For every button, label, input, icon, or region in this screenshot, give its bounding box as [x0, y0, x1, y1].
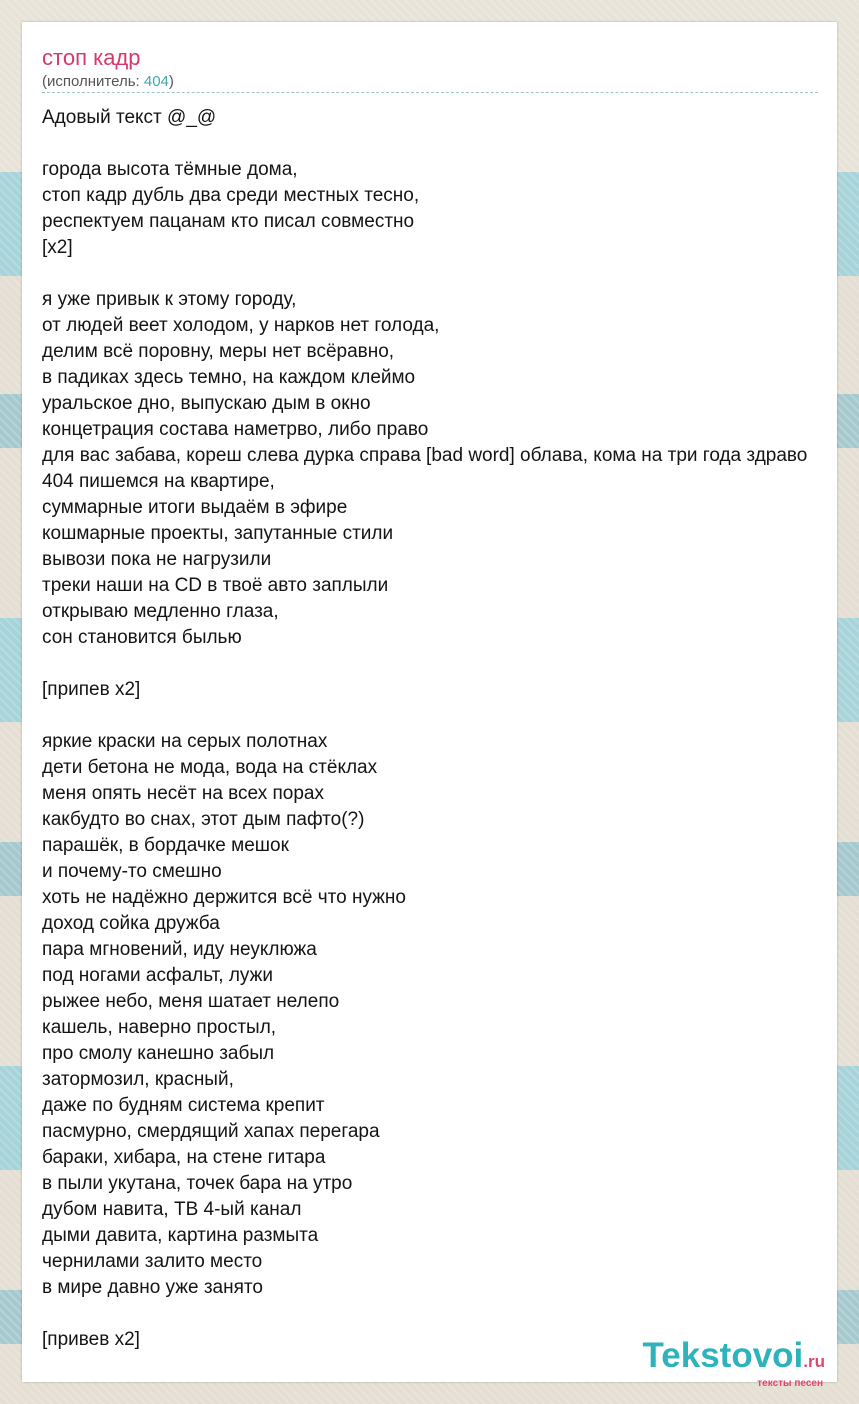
lyric-line: треки наши на CD в твоё авто заплыли: [42, 575, 389, 596]
lyric-line: под ногами асфальт, лужи: [42, 965, 273, 986]
lyric-line: открываю медленно глаза,: [42, 601, 279, 622]
lyric-line: дубом навита, ТВ 4-ый канал: [42, 1199, 302, 1220]
lyric-line: пасмурно, смердящий хапах перегара: [42, 1121, 380, 1142]
lyric-line: затормозил, красный,: [42, 1069, 234, 1090]
artist-link[interactable]: 404: [143, 73, 169, 90]
lyric-line: я уже привык к этому городу,: [42, 289, 297, 310]
lyric-line: делим всё поровну, меры нет всёравно,: [42, 341, 395, 362]
lyric-line: сон становится былью: [42, 627, 242, 648]
blank-line: [42, 261, 807, 287]
song-title: стоп кадр: [42, 45, 141, 70]
lyric-line: хоть не надёжно держится всё что нужно: [42, 887, 406, 908]
lyric-line: в мире давно уже занято: [42, 1277, 263, 1298]
lyric-line: парашёк, в бордачке мешок: [42, 835, 289, 856]
blank-line: [42, 131, 807, 157]
lyric-line: 404 пишемся на квартире,: [42, 471, 275, 492]
lyric-line: кашель, наверно простыл,: [42, 1017, 277, 1038]
lyric-line: концетрация состава наметрво, либо право: [42, 419, 429, 440]
lyric-line: и почему-то смешно: [42, 861, 222, 882]
lyric-line: уральское дно, выпускаю дым в окно: [42, 393, 371, 414]
lyric-line: города высота тёмные дома,: [42, 159, 298, 180]
lyric-line: стоп кадр дубль два среди местных тесно,: [42, 185, 420, 206]
artist-suffix: ): [168, 73, 174, 90]
title-divider: [42, 92, 818, 93]
lyric-line: в пыли укутана, точек бара на утро: [42, 1173, 353, 1194]
lyric-line: Адовый текст @_@: [42, 107, 217, 128]
lyric-line: суммарные итоги выдаём в эфире: [42, 497, 348, 518]
lyric-line: респектуем пацанам кто писал совместно: [42, 211, 415, 232]
logo-tagline: тексты песен: [757, 1378, 823, 1389]
lyric-line: дыми давита, картина размыта: [42, 1225, 319, 1246]
blank-line: [42, 1301, 807, 1327]
logo-tld: .ru: [803, 1352, 825, 1371]
lyrics-text: [42, 105, 807, 1353]
lyric-line: чернилами залито место: [42, 1251, 263, 1272]
site-logo[interactable]: [642, 1338, 825, 1389]
lyric-line: доход сойка дружба: [42, 913, 220, 934]
blank-line: [42, 703, 807, 729]
lyric-line: в падиках здесь темно, на каждом клеймо: [42, 367, 416, 388]
lyric-line: яркие краски на серых полотнах: [42, 731, 328, 752]
lyric-line: пара мгновений, иду неуклюжа: [42, 939, 317, 960]
logo-wordmark: [642, 1336, 825, 1375]
lyric-line: какбудто во снах, этот дым пафто(?): [42, 809, 365, 830]
lyrics-card: [22, 22, 837, 1389]
lyric-line: для вас забава, кореш слева дурка справа [bad word] облава, кома на три года здраво: [42, 445, 808, 466]
artist-line: [42, 73, 174, 91]
lyric-line: рыжее небо, меня шатает нелепо: [42, 991, 340, 1012]
lyric-line: даже по будням система крепит: [42, 1095, 325, 1116]
artist-prefix: (исполнитель:: [42, 73, 144, 90]
lyric-line: дети бетона не мода, вода на стёклах: [42, 757, 378, 778]
lyric-line: [припев x2]: [42, 679, 141, 700]
blank-line: [42, 651, 807, 677]
lyric-line: от людей веет холодом, у нарков нет голода,: [42, 315, 440, 336]
lyric-line: кошмарные проекты, запутанные стили: [42, 523, 394, 544]
logo-name: Tekstovoi: [642, 1336, 804, 1375]
lyric-line: бараки, хибара, на стене гитара: [42, 1147, 326, 1168]
lyric-line: про смолу канешно забыл: [42, 1043, 275, 1064]
lyric-line: [привев x2]: [42, 1329, 140, 1350]
lyric-line: меня опять несёт на всех порах: [42, 783, 324, 804]
lyric-line: вывози пока не нагрузили: [42, 549, 272, 570]
lyric-line: [x2]: [42, 237, 73, 258]
